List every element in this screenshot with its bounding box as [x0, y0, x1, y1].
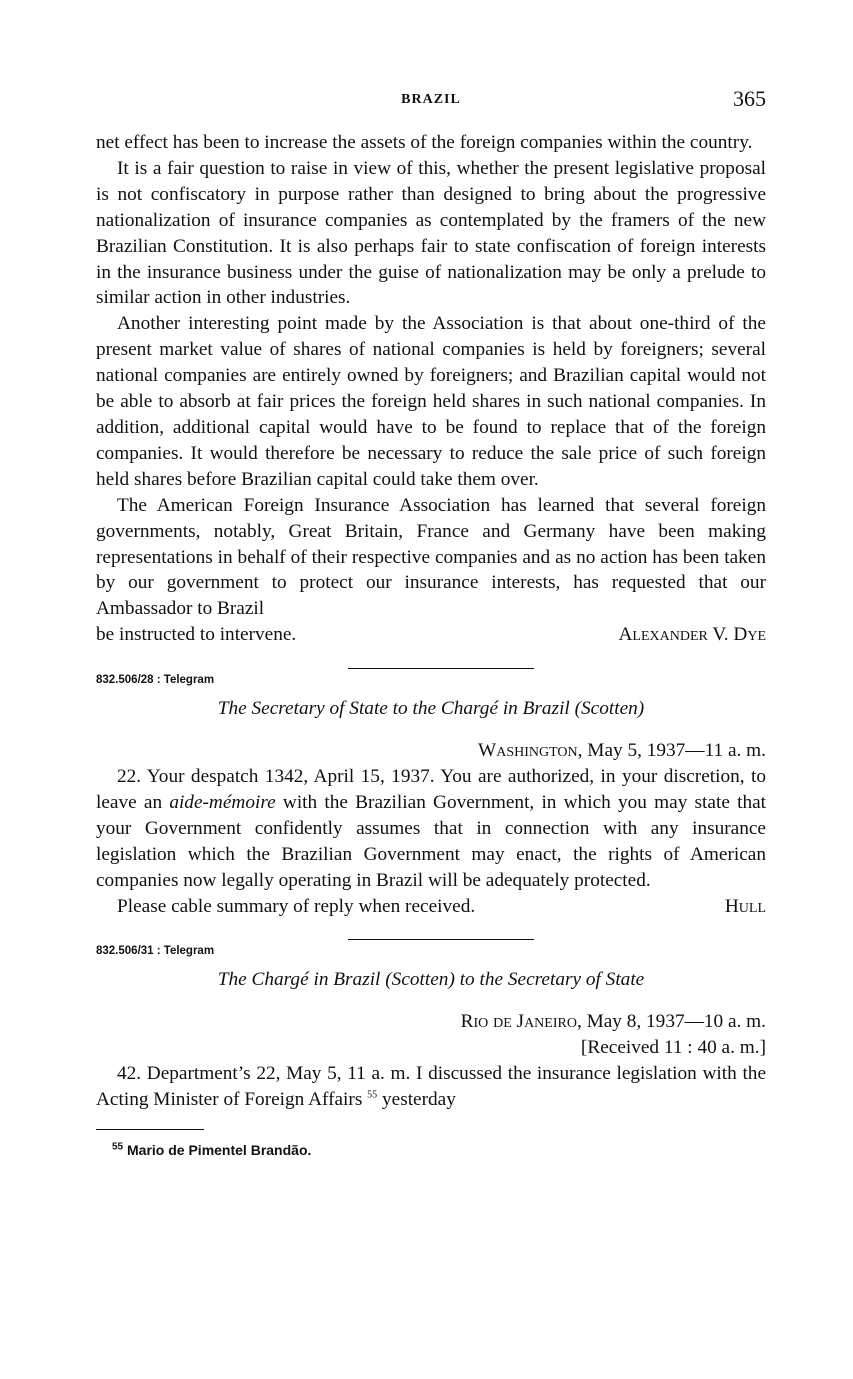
document-heading: The Secretary of State to the Chargé in Brazil (Scotten)	[217, 698, 645, 720]
closing-text: be instructed to intervene.	[96, 624, 297, 646]
heading-text: The Secretary of State to the Chargé in Brazil	[217, 698, 570, 720]
signature-dye: Alexander V. Dye	[618, 624, 766, 646]
footnote-ref: 55	[367, 1089, 378, 1101]
dateline	[96, 1009, 766, 1035]
telegram-text: 22. Your despatch 1342, April 15, 1937. You are authorized, in your discretion, to leave an	[96, 766, 766, 813]
telegram-text-end: with the Brazilian Government, in which you may state that your Government confidently assumes that in connection with any insurance legislation which the Brazilian Government may enact, the rights of American companies now legally operating in Brazil will be adequately protected.	[96, 791, 767, 891]
running-head	[96, 86, 766, 114]
document-heading: The Chargé in Brazil (Scotten) to the Secretary of State	[217, 969, 645, 991]
dateline	[96, 738, 766, 764]
received-time: [Received 11 : 40 a. m.]	[580, 1037, 766, 1059]
footnote-divider	[96, 1129, 204, 1130]
telegram-text: 42. Department’s 22, May 5, 11 a. m. I discussed the insurance legislation with the Acting Minister of Foreign Affairs	[96, 1063, 766, 1111]
section-divider	[348, 668, 534, 669]
paragraph-interesting-point: Another interesting point made by the Association is that about one-third of the present market value of shares of national companies is held by foreigners; several national companies are entirely owned by foreigners; and Brazilian capital would not be able to absorb at fair prices the foreign held shares in such national companies. In addition, additional capital would have to be found to replace that of the foreign companies. It would therefore be necessary to reduce the sale price of such foreign held shares before Brazilian capital could take them over.	[96, 313, 766, 490]
footnote-number: 55	[112, 1141, 124, 1153]
heading-text: The Chargé in Brazil	[217, 969, 381, 991]
page-number: 365	[733, 86, 766, 111]
footnote-text: Mario de Pimentel Brandão.	[127, 1142, 312, 1159]
document-reference: 832.506/28 : Telegram	[96, 674, 215, 687]
telegram-italic-term: aide-mémoire	[169, 791, 276, 813]
running-head-title: BRAZIL	[401, 92, 461, 107]
telegram-closing	[96, 894, 766, 920]
document-reference: 832.506/31 : Telegram	[96, 945, 215, 958]
telegram-body	[96, 1061, 766, 1113]
dateline-place: Rio de Janeiro	[460, 1011, 577, 1033]
page-body	[96, 130, 766, 1164]
dateline-place: Washington	[478, 740, 578, 762]
dateline-date: , May 5, 1937—11 a. m.	[577, 740, 766, 762]
paragraph-association-closing	[96, 622, 766, 648]
section-divider	[348, 939, 534, 940]
heading-name: Scotten	[581, 698, 638, 720]
heading-text-end: to the Secretary of State	[459, 969, 645, 991]
signature-hull: Hull	[724, 895, 766, 917]
footnote	[96, 1138, 766, 1164]
paragraph-association: The American Foreign Insurance Association has learned that several foreign governments, notably, Great Britain, France and Germany have been making representations in behalf of their respective companies and as no action has been taken by our government to protect our insurance interests, has requested that our Ambassador to Brazil	[96, 494, 766, 620]
paragraph-fair-question: It is a fair question to raise in view of this, whether the present legislative proposal is not confiscatory in purpose rather than designed to bring about the progressive nationalization of insurance companies as contemplated by the framers of the new Brazilian Constitution. It is also perhaps fair to state confiscation of foreign interests in the insurance business under the guise of nationalization may be only a prelude to similar action in other industries.	[96, 157, 766, 309]
paragraph-continued: net effect has been to increase the assets of the foreign companies within the country.	[96, 132, 753, 153]
heading-name: Scotten	[391, 969, 449, 991]
telegram-body	[96, 764, 766, 894]
dateline-date: , May 8, 1937—10 a. m.	[576, 1011, 766, 1033]
telegram-text-end: yesterday	[377, 1089, 456, 1111]
closing-text: Please cable summary of reply when received.	[117, 895, 476, 917]
